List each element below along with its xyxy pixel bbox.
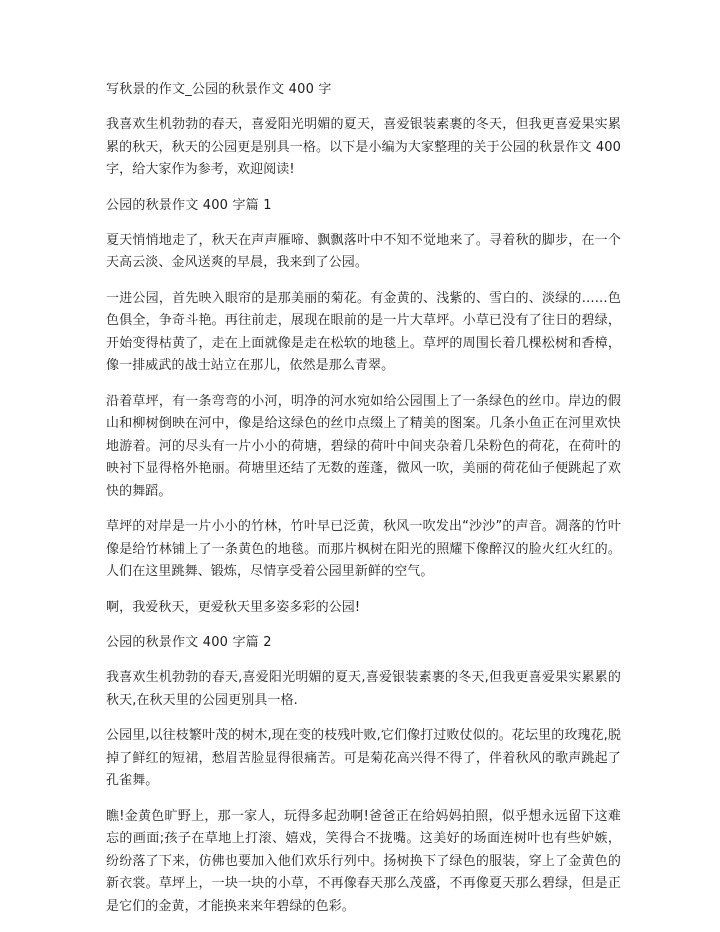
section-2-paragraph-2: 公园里,以往枝繁叶茂的树木,现在变的枝残叶败,它们像打过败仗似的。花坛里的玫瑰花,脱掉了鲜红的短裙，愁眉苦脸显得很痛苦。可是菊花高兴得不得了，伴着秋风的歌声跳起了孔雀舞。 <box>106 728 621 788</box>
section-2-paragraph-1: 我喜欢生机勃勃的春天,喜爱阳光明媚的夏天,喜爱银装素裹的冬天,但我更喜爱果实累累的秋天,在秋天里的公园更别具一格. <box>106 670 621 708</box>
section-1-heading: 公园的秋景作文 400 字篇 1 <box>106 197 272 213</box>
section-2-paragraph-3: 瞧!金黄色旷野上，那一家人，玩得多起劲啊!爸爸正在给妈妈拍照，似乎想永远留下这难忘的画面;孩子在草地上打滚、嬉戏，笑得合不拢嘴。这美好的场面连树叶也有些妒嫉，纷纷落了下来，仿佛也要加入他们欢乐行列中。扬树换下了绿色的服装，穿上了金黄色的新衣裳。草坪上，一块一块的小草，不再像春天那么茂盛，不再像夏天那么碧绿，但是正是它们的金黄，才能换来来年碧绿的色彩。 <box>106 808 621 914</box>
document-title: 写秋景的作文_公园的秋景作文 400 字 <box>106 82 332 97</box>
section-1-paragraph-1: 夏天悄悄地走了，秋天在声声雁啼、飘飘落叶中不知不觉地来了。寻着秋的脚步，在一个天高云淡、金风送爽的早晨，我来到了公园。 <box>106 232 621 270</box>
intro-paragraph: 我喜欢生机勃勃的春天，喜爱阳光明媚的夏天，喜爱银装素裹的冬天，但我更喜爱果实累累的秋天，秋天的公园更是别具一格。以下是小编为大家整理的关于公园的秋景作文 400 字，给大家作为参考，欢迎阅读! <box>106 117 621 177</box>
section-1-paragraph-4: 草坪的对岸是一片小小的竹林，竹叶早已泛黄，秋风一吹发出“沙沙”的声音。凋落的竹叶像是给竹林铺上了一条黄色的地毯。而那片枫树在阳光的照耀下像醉汉的脸火红火红的。人们在这里跳舞、锻炼，尽情享受着公园里新鲜的空气。 <box>106 519 621 579</box>
document-page <box>106 79 621 931</box>
section-1-paragraph-3: 沿着草坪，有一条弯弯的小河，明净的河水宛如给公园围上了一条绿色的丝巾。岸边的假山和柳树倒映在河中，像是给这绿色的丝巾点缀上了精美的图案。几条小鱼正在河里欢快地游着。河的尽头有一片小小的荷塘，碧绿的荷叶中间夹杂着几朵粉色的荷花，在荷叶的映衬下显得格外艳丽。荷塘里还结了无数的莲蓬，微风一吹，美丽的荷花仙子便跳起了欢快的舞蹈。 <box>106 393 621 499</box>
section-2-heading: 公园的秋景作文 400 字篇 2 <box>106 635 272 650</box>
section-1-paragraph-5: 啊，我爱秋天，更爱秋天里多姿多彩的公园! <box>106 599 361 615</box>
section-1-paragraph-2: 一进公园，首先映入眼帘的是那美丽的菊花。有金黄的、浅紫的、雪白的、淡绿的……色色俱全，争奇斗艳。再往前走，展现在眼前的是一片大草坪。小草已没有了往日的碧绿，开始变得枯黄了，走在上面就像是走在松软的地毯上。草坪的周围长着几棵松树和香樟，像一排威武的战士站立在那儿，依然是那么青翠。 <box>106 290 621 373</box>
